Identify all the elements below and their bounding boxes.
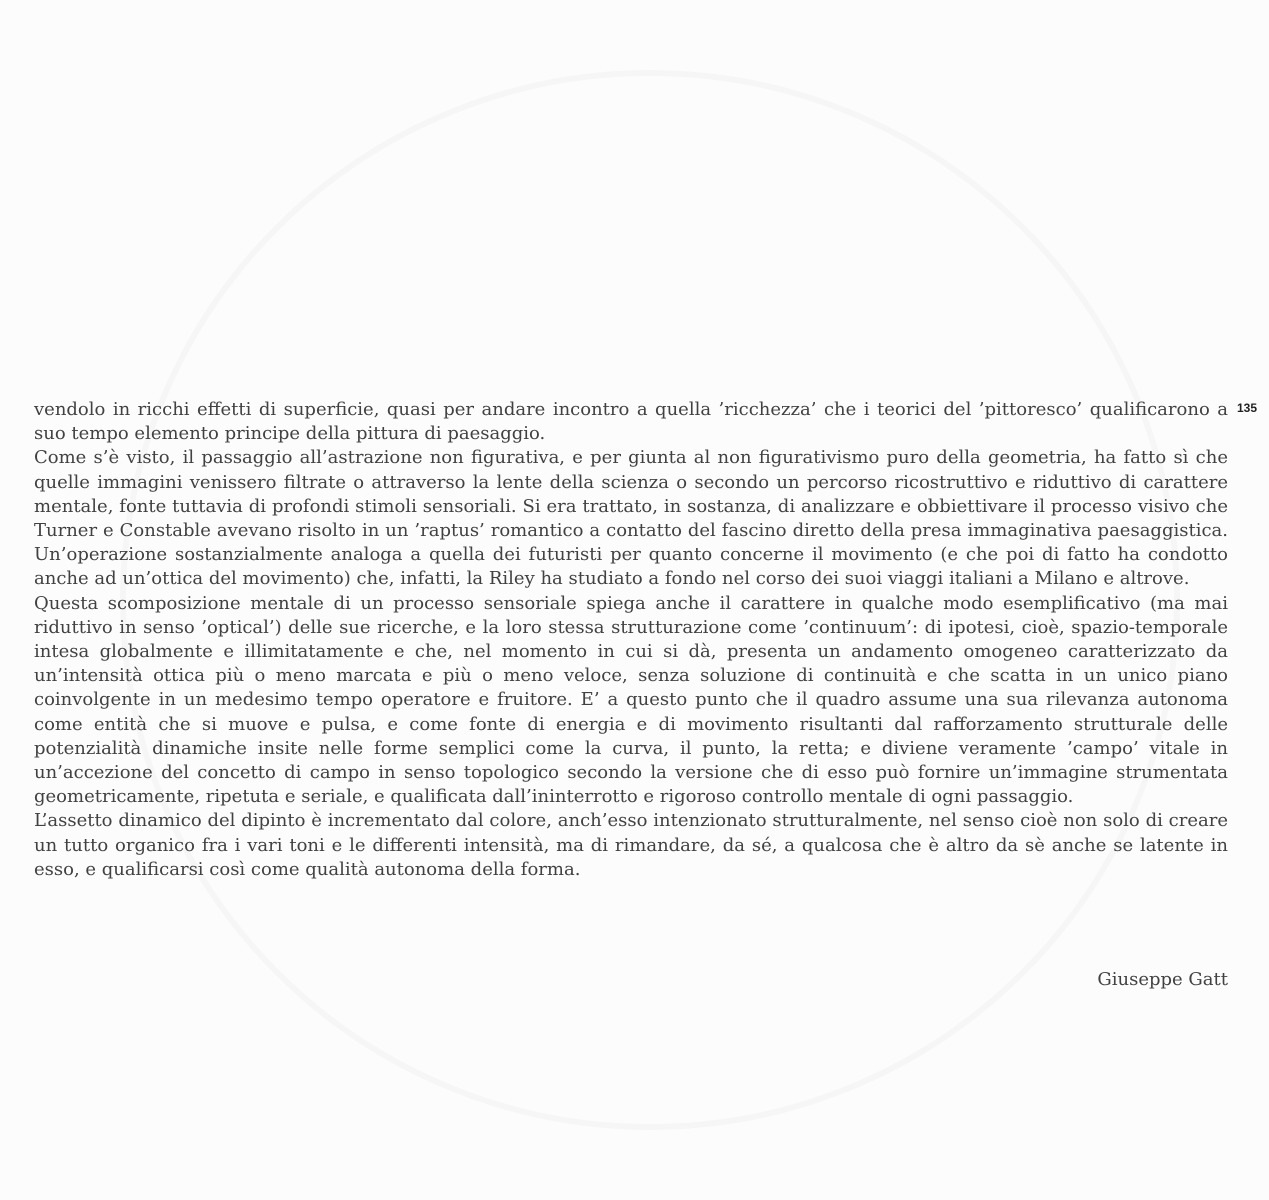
body-text <box>34 398 1228 882</box>
paragraph: vendolo in ricchi effetti di superficie, quasi per andare incontro a quella ’ricchezza’ che i teorici del ’pittoresco’ qualificarono a suo tempo elemento principe della pittura di paesaggio. <box>34 399 1228 445</box>
author-signature: Giuseppe Gatt <box>1097 969 1228 990</box>
paragraph: Come s’è visto, il passaggio all’astrazione non figurativa, e per giunta al non figurativismo puro della geometria, ha fatto sì che quelle immagini venissero filtrate o attraverso la lente della scienza o secondo un percorso ricostruttivo e riduttivo di carattere mentale, fonte tuttavia di profondi stimoli sensoriali. Si era trattato, in sostanza, di analizzare e obbiettivare il processo visivo che Turner e Constable avevano risolto in un ’raptus’ romantico a contatto del fascino diretto della presa immaginativa paesaggistica. Un’operazione sostanzialmente analoga a quella dei futuristi per quanto concerne il movimento (e che poi di fatto ha condotto anche ad un’ottica del movimento) che, infatti, la Riley ha studiato a fondo nel corso dei suoi viaggi italiani a Milano e altrove. <box>34 447 1228 590</box>
page-number: 135 <box>1237 401 1258 415</box>
paragraph: Questa scomposizione mentale di un processo sensoriale spiega anche il carattere in qualche modo esemplificativo (ma mai riduttivo in senso ’optical’) delle sue ricerche, e la loro stessa strutturazione come ’continuum’: di ipotesi, cioè, spazio-temporale intesa globalmente e illimitatamente e che, nel momento in cui si dà, presenta un andamento omogeneo caratterizzato da un’intensità ottica più o meno marcata e più o meno veloce, senza soluzione di continuità e che scatta in un unico piano coinvolgente in un medesimo tempo operatore e fruitore. E’ a questo punto che il quadro assume una sua rilevanza autonoma come entità che si muove e pulsa, e come fonte di energia e di movimento risultanti dal rafforzamento strutturale delle potenzialità dinamiche insite nelle forme semplici come la curva, il punto, la retta; e diviene veramente ’campo’ vitale in un’accezione del concetto di campo in senso topologico secondo la versione che di esso può fornire un’immagine strumentata geometricamente, ripetuta e seriale, e qualificata dall’ininterrotto e rigoroso controllo mentale di ogni passaggio. <box>34 592 1228 808</box>
paragraph: L’assetto dinamico del dipinto è incrementato dal colore, anch’esso intenzionato strutturalmente, nel senso cioè non solo di creare un tutto organico fra i vari toni e le differenti intensità, ma di rimandare, da sé, a qualcosa che è altro da sè anche se latente in esso, e qualificarsi così come qualità autonoma della forma. <box>34 810 1228 880</box>
